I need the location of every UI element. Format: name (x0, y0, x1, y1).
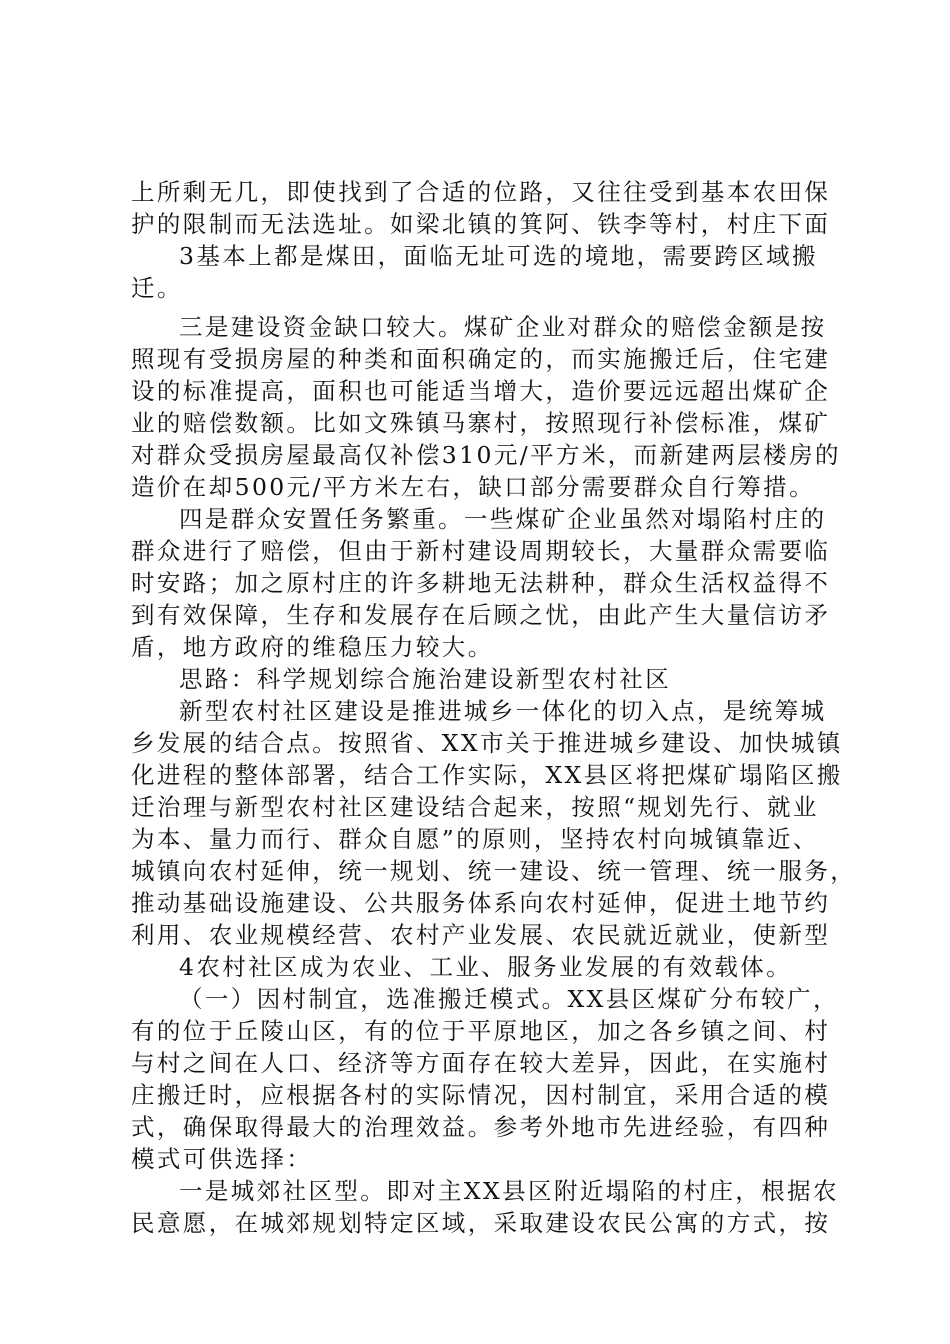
text-line: 新型农村社区建设是推进城乡一体化的切入点，是统筹城 (179, 697, 827, 725)
text-line: 迁治理与新型农村社区建设结合起来，按照“规划先行、就业 (131, 793, 819, 821)
text-line: 3基本上都是煤田，面临无址可选的境地，需要跨区域搬 (179, 242, 818, 270)
text-line: 民意愿，在城郊规划特定区域，采取建设农民公寓的方式，按 (131, 1209, 831, 1237)
text-line: 迁。 (131, 274, 183, 302)
paragraph-gap (131, 304, 831, 311)
text-line: 到有效保障，生存和发展存在后顾之忧，由此产生大量信访矛 (131, 601, 831, 629)
text-line: 4农村社区成为农业、工业、服务业发展的有效载体。 (179, 953, 793, 981)
section-heading: 思路：科学规划综合施治建设新型农村社区 (179, 665, 672, 693)
text-line: 盾，地方政府的维稳压力较大。 (131, 633, 494, 661)
text-line: 模式可供选择： (131, 1145, 313, 1173)
text-line: 三是建设资金缺口较大。煤矿企业对群众的赔偿金额是按 (179, 313, 827, 341)
text-line: 照现有受损房屋的种类和面积确定的，而实施搬迁后，住宅建 (131, 345, 831, 373)
text-line: 护的限制而无法选址。如梁北镇的箕阿、铁李等村，村庄下面 (131, 210, 831, 238)
text-line: 对群众受损房屋最高仅补偿310元/平方米，而新建两层楼房的 (131, 441, 841, 469)
text-line: 上所剩无几，即使找到了合适的位路，又往往受到基本农田保 (131, 178, 831, 206)
text-line: 城镇向农村延伸，统一规划、统一建设、统一管理、统一服务， (131, 857, 857, 885)
text-line: 时安路；加之原村庄的许多耕地无法耕种，群众生活权益得不 (131, 569, 831, 597)
text-line: 化进程的整体部署，结合工作实际，XX县区将把煤矿塌陷区搬 (131, 761, 843, 789)
text-line: 庄搬迁时，应根据各村的实际情况，因村制宜，采用合适的模 (131, 1081, 831, 1109)
text-line: 为本、量力而行、群众自愿”的原则，坚持农村向城镇靠近、 (131, 825, 819, 853)
text-line: 造价在却500元/平方米左右，缺口部分需要群众自行筹措。 (131, 473, 815, 501)
text-line: 群众进行了赔偿，但由于新村建设周期较长，大量群众需要临 (131, 537, 831, 565)
text-line: 业的赔偿数额。比如文殊镇马寨村，按照现行补偿标准，煤矿 (131, 409, 831, 437)
text-line: 推动基础设施建设、公共服务体系向农村延伸，促进土地节约 (131, 889, 831, 917)
text-line: 式，确保取得最大的治理效益。参考外地市先进经验，有四种 (131, 1113, 831, 1141)
text-line: 四是群众安置任务繁重。一些煤矿企业虽然对塌陷村庄的 (179, 505, 827, 533)
text-line: 与村之间在人口、经济等方面存在较大差异，因此，在实施村 (131, 1049, 831, 1077)
text-line: 利用、农业规模经营、农村产业发展、农民就近就业，使新型 (131, 921, 831, 949)
text-line: （一）因村制宜，选准搬迁模式。XX县区煤矿分布较广， (179, 985, 839, 1013)
text-line: 设的标准提高，面积也可能适当增大，造价要远远超出煤矿企 (131, 377, 831, 405)
text-line: 乡发展的结合点。按照省、XX市关于推进城乡建设、加快城镇 (131, 729, 843, 757)
text-line: 有的位于丘陵山区，有的位于平原地区，加之各乡镇之间、村 (131, 1017, 831, 1045)
document-body (131, 176, 857, 1239)
text-line: 一是城郊社区型。即对主XX县区附近塌陷的村庄，根据农 (179, 1177, 839, 1205)
